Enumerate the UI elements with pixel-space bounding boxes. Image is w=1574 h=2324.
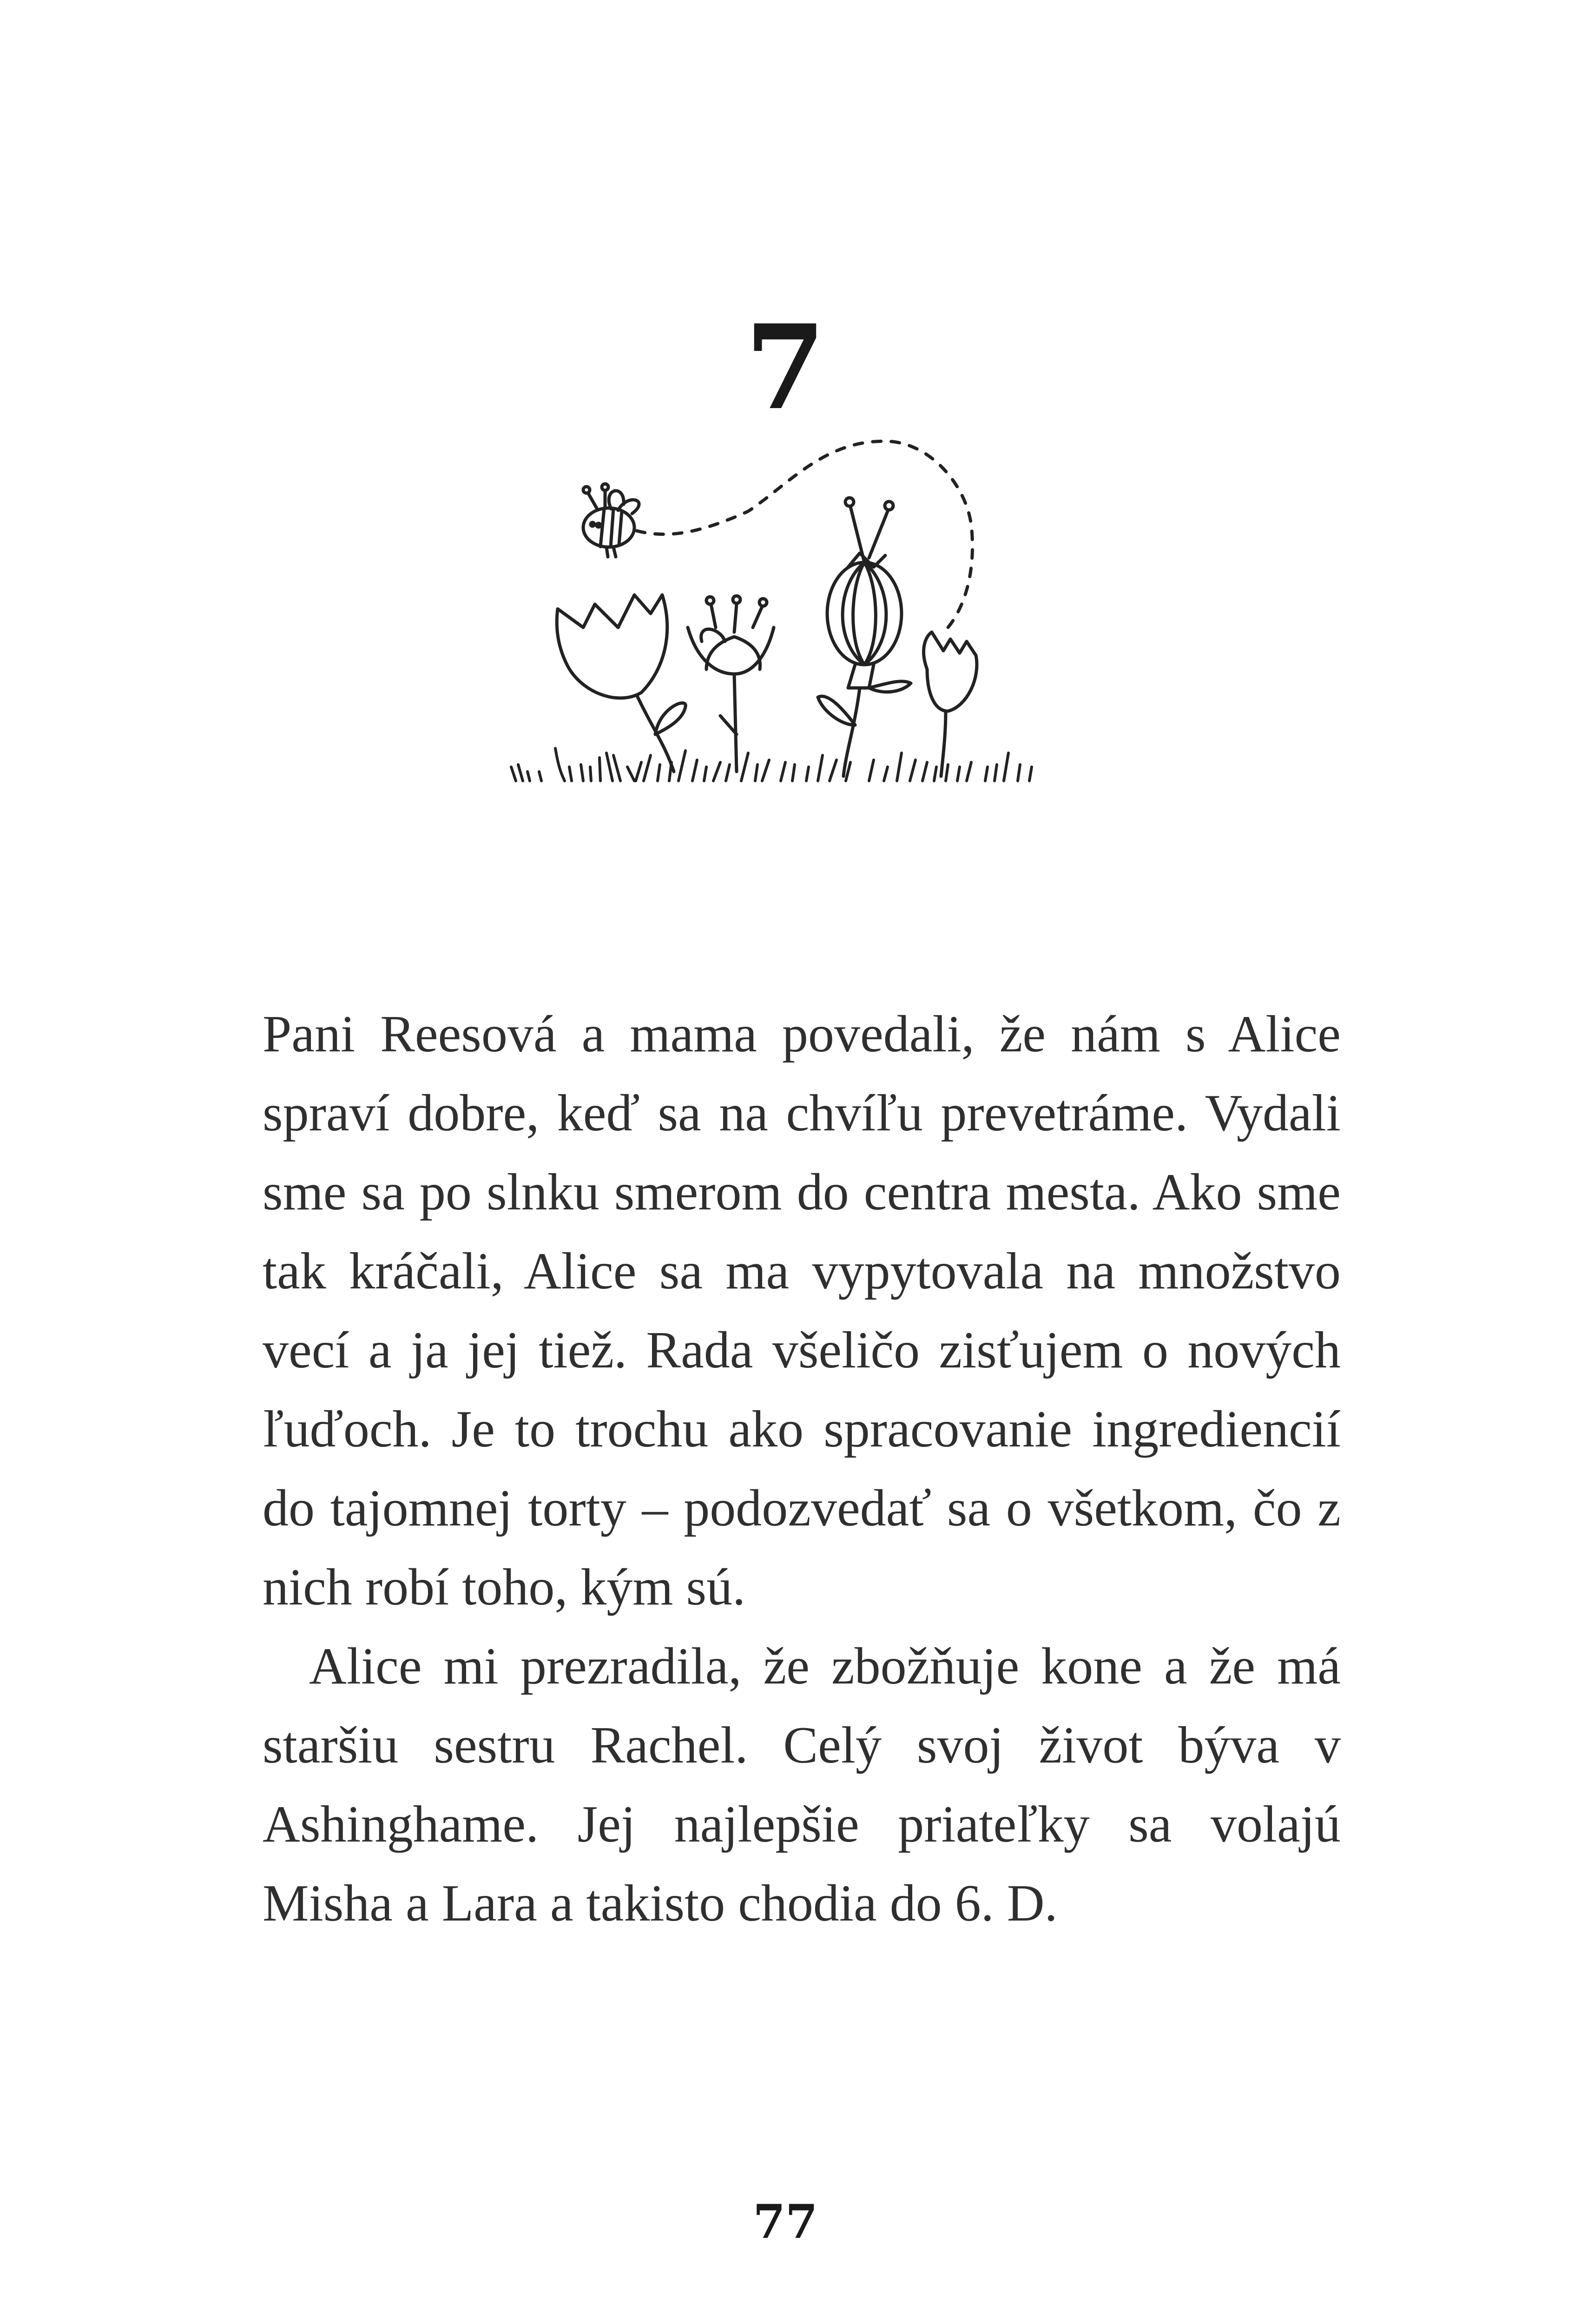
- page-number: 77: [753, 2194, 818, 2249]
- tulip-flower-icon: [924, 632, 977, 776]
- paragraph: Alice mi prezradila, že zbožňuje kone a že má staršiu sestru Rachel. Celý svoj život býva v Ashinghame. Jej najlepšie priateľky sa volajú Misha a Lara a takisto chodia do 6. D.: [263, 1637, 1341, 1932]
- paragraph: Pani Reesová a mama povedali, že nám s Alice spraví dobre, keď sa na chvíľu prevetráme. Vydali sme sa po slnku smerom do centra mesta. Ako sme tak kráčali, Alice sa ma vypytovala na množstvo vecí a ja jej tiež. Rada všeličo zisťujem o nových ľuďoch. Je to trochu ako spracovanie ingrediencií do tajomnej torty – podozvedať sa o všetkom, čo z nich robí toho, kým sú.: [263, 1005, 1341, 1616]
- chapter-number: 7: [745, 299, 826, 436]
- tulip-flower-icon: [557, 595, 685, 772]
- bee-flowers-illustration: [502, 409, 1106, 874]
- bee-icon: [583, 484, 639, 557]
- star-flower-icon: [688, 596, 774, 772]
- flight-path: [637, 441, 973, 627]
- body-text: [263, 995, 1341, 1943]
- grass-lines: [511, 748, 1032, 781]
- bulb-flower-icon: [818, 498, 911, 776]
